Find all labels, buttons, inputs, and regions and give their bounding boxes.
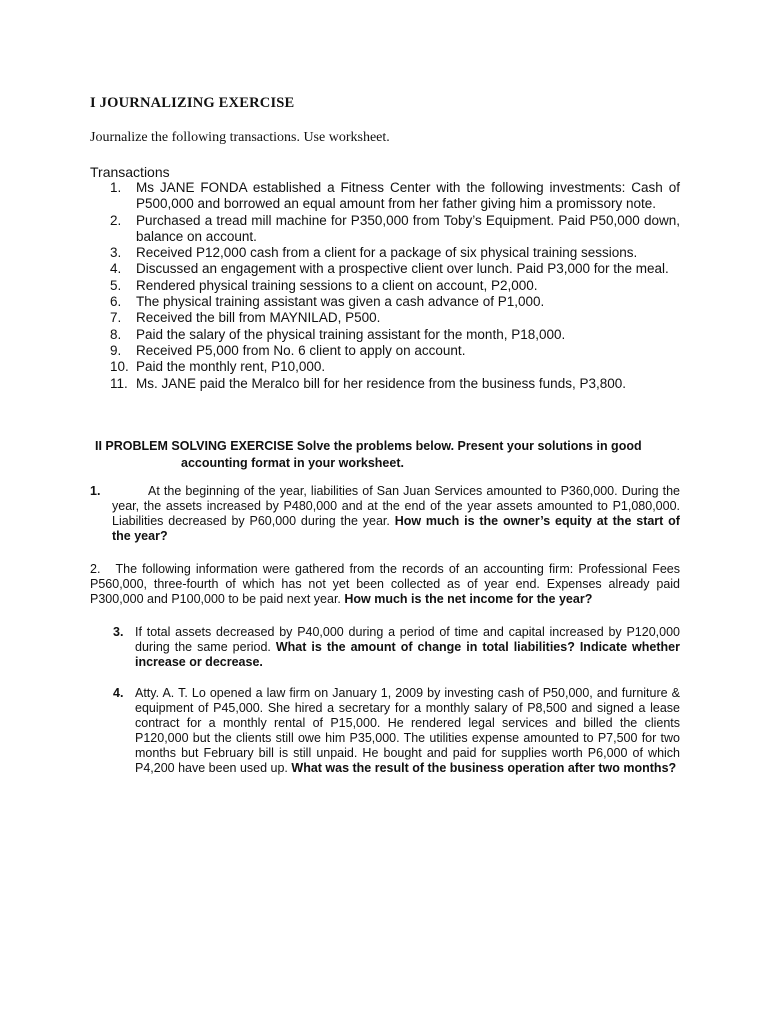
item-number: 6. <box>110 294 122 310</box>
heading-line-2: accounting format in your worksheet. <box>181 455 404 470</box>
problem-question: How much is the owner’s equity at the start of the year? <box>112 514 680 543</box>
list-item <box>90 245 680 261</box>
list-item <box>90 278 680 294</box>
item-text: Ms. JANE paid the Meralco bill for her residence from the business funds, P3,800. <box>136 375 626 391</box>
item-text: Received P12,000 cash from a client for a package of six physical training sessions. <box>136 245 638 261</box>
item-number: 1. <box>110 180 122 195</box>
problem-body <box>90 562 680 607</box>
item-number: 3. <box>110 245 122 261</box>
item-number: 11. <box>110 375 128 391</box>
item-text: Received P5,000 from No. 6 client to apply on account. <box>136 342 466 358</box>
problem-body <box>112 484 680 544</box>
item-text: Purchased a tread mill machine for P350,000 from Toby’s Equipment. Paid P50,000 down, balance on account. <box>136 212 680 244</box>
list-item <box>90 359 680 375</box>
instruction-text: Journalize the following transactions. Use worksheet. <box>90 130 390 145</box>
item-text: Received the bill from MAYNILAD, P500. <box>136 310 381 326</box>
problem-body <box>135 686 680 776</box>
problem-text: Atty. A. T. Lo opened a law firm on January 1, 2009 by investing cash of P50,000, and furniture & equipment of P45,000. She hired a secretary for a monthly salary of P8,500 and signed a lease contract for a monthly rental of P15,000. He rendered legal services and billed the clients P120,000 but the clients still owe him P35,000. The utilities expense amounted to P7,500 for two months but February bill is still unpaid. He bought and paid for supplies worth P6,000 of which P4,200 have been used up. <box>135 686 680 775</box>
item-number: 10. <box>110 359 129 375</box>
list-item <box>90 261 680 277</box>
problem-section-heading <box>95 438 680 471</box>
list-item <box>90 180 680 213</box>
item-text: Paid the monthly rent, P10,000. <box>136 359 326 375</box>
item-number: 7. <box>110 310 122 326</box>
item-number: 2. <box>110 212 122 228</box>
item-text: Paid the salary of the physical training assistant for the month, P18,000. <box>136 326 566 342</box>
section-title: I JOURNALIZING EXERCISE <box>90 95 295 111</box>
problem-text: If total assets decreased by P40,000 during a period of time and capital increased by P120,000 during the same period. <box>135 625 680 654</box>
problem-number: 4. <box>113 686 124 700</box>
problem-2 <box>90 562 680 607</box>
item-number: 9. <box>110 342 122 358</box>
list-item <box>90 343 680 359</box>
problem-3 <box>113 625 680 670</box>
list-item <box>90 294 680 310</box>
item-text: Ms JANE FONDA established a Fitness Center with the following investments: Cash of P500,000 and borrowed an equal amount from her father giving him a promissory note. <box>136 180 680 212</box>
list-item <box>90 327 680 343</box>
problem-number: 2. <box>90 562 101 576</box>
item-number: 8. <box>110 326 122 342</box>
problem-text: At the beginning of the year, liabilities of San Juan Services amounted to P360,000. During the year, the assets increased by P480,000 and at the end of the year assets amounted to P1,080,000. Liabilities decreased by P60,000 during the year. <box>112 484 680 528</box>
problem-number: 3. <box>113 625 124 639</box>
problem-question: What is the amount of change in total liabilities? Indicate whether increase or decrease. <box>135 640 680 669</box>
transactions-heading: Transactions <box>90 164 170 180</box>
item-text: Discussed an engagement with a prospective client over lunch. Paid P3,000 for the meal. <box>136 261 669 277</box>
problem-4 <box>113 686 680 776</box>
problem-body <box>135 625 680 670</box>
problem-question: What was the result of the business operation after two months? <box>291 761 677 775</box>
item-number: 4. <box>110 261 122 277</box>
list-item <box>90 310 680 326</box>
list-item <box>90 376 680 392</box>
item-text: Rendered physical training sessions to a client on account, P2,000. <box>136 277 538 293</box>
problem-text: The following information were gathered from the records of an accounting firm: Professional Fees P560,000, three-fourth of which has not yet been collected as of year end. Expenses already paid P300,000 and P100,000 to be paid next year. <box>90 562 680 606</box>
problem-number: 1. <box>90 484 101 498</box>
heading-line-1: II PROBLEM SOLVING EXERCISE Solve the problems below. Present your solutions in good <box>95 439 642 453</box>
list-item <box>90 213 680 246</box>
problem-question: How much is the net income for the year? <box>344 592 593 606</box>
problem-1 <box>90 484 680 544</box>
item-text: The physical training assistant was given a cash advance of P1,000. <box>136 294 545 310</box>
item-number: 5. <box>110 277 122 293</box>
transactions-list <box>90 180 680 392</box>
